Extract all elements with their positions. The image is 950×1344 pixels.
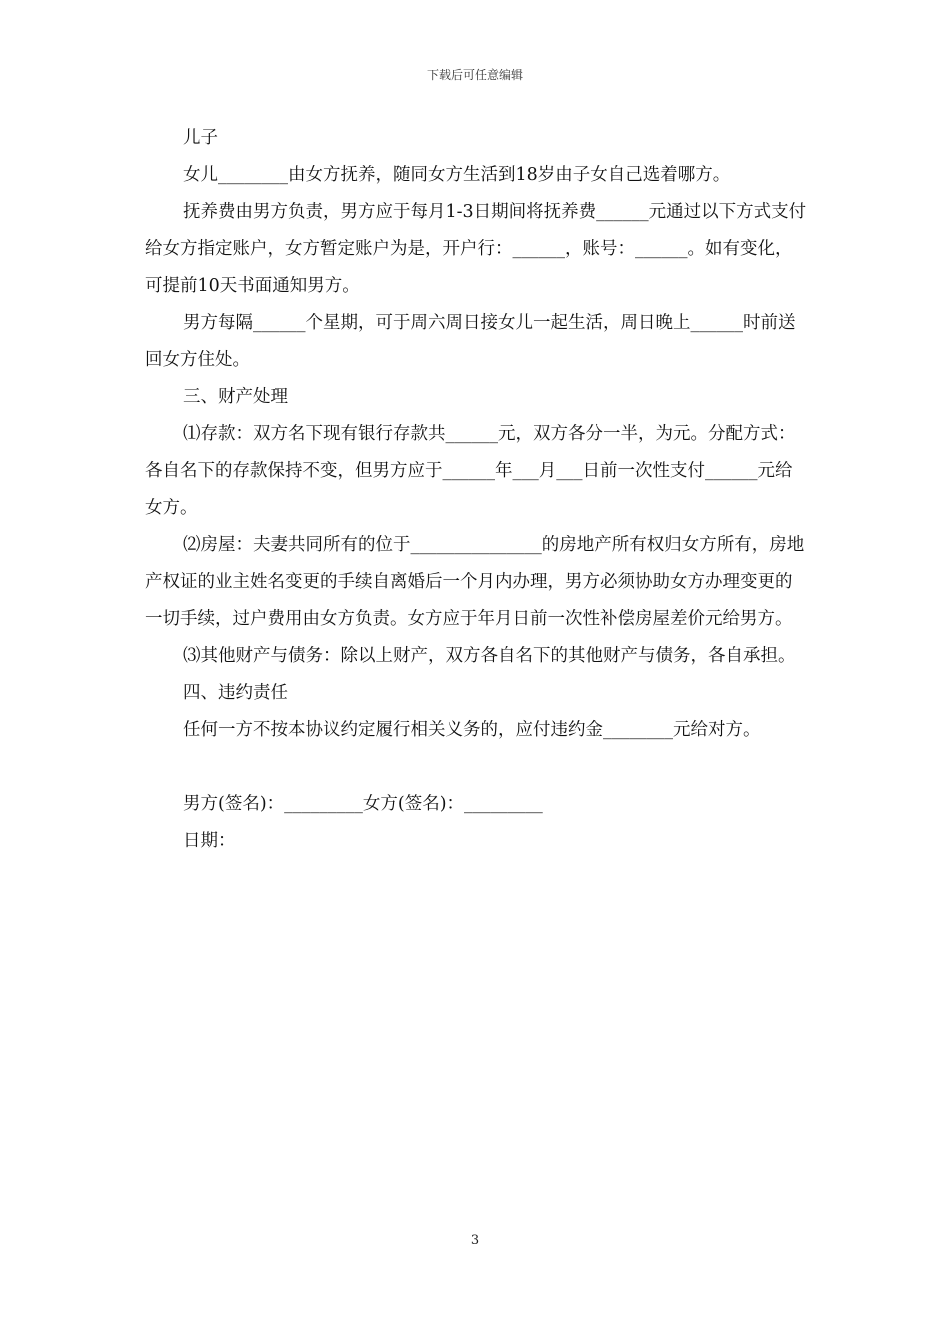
paragraph-daughter-custody: 女儿________由女方抚养，随同女方生活到18岁由子女自己选着哪方。 (183, 165, 731, 185)
page-number: 3 (470, 1233, 480, 1248)
page-header: 下载后可任意编辑 (426, 68, 523, 82)
section-heading-liability: 四、违约责任 (183, 683, 288, 703)
paragraph-other-property: ⑶其他财产与债务：除以上财产，双方各自名下的其他财产与债务，各自承担。 (183, 646, 796, 666)
signature-line: 男方(签名)：_________女方(签名)：_________ (183, 794, 543, 814)
paragraph-child-support: 抚养费由男方负责，男方应于每月1-3日期间将抚养费______元通过以下方式支付给女方指定账户，女方暂定账户为是，开户行：______，账号：______。如有变化，可提前10天书面通知男方。 (145, 202, 807, 296)
paragraph-penalty: 任何一方不按本协议约定履行相关义务的，应付违约金________元给对方。 (183, 720, 761, 740)
date-line: 日期： (183, 831, 236, 851)
paragraph-visitation: 男方每隔______个星期，可于周六周日接女儿一起生活，周日晚上______时前送回女方住处。 (145, 313, 796, 370)
document-body (145, 120, 807, 860)
paragraph-deposits: ⑴存款：双方名下现有银行存款共______元，双方各分一半，为元。分配方式：各自名下的存款保持不变，但男方应于______年___月___日前一次性支付______元给女方。 (145, 424, 796, 518)
paragraph-house: ⑵房屋：夫妻共同所有的位于_______________的房地产所有权归女方所有，房地产权证的业主姓名变更的手续自离婚后一个月内办理，男方必须协助女方办理变更的一切手续，过户费用由女方负责。女方应于年月日前一次性补偿房屋差价元给男方。 (145, 535, 805, 629)
paragraph-son: 儿子 (183, 128, 218, 148)
section-heading-property: 三、财产处理 (183, 387, 288, 407)
